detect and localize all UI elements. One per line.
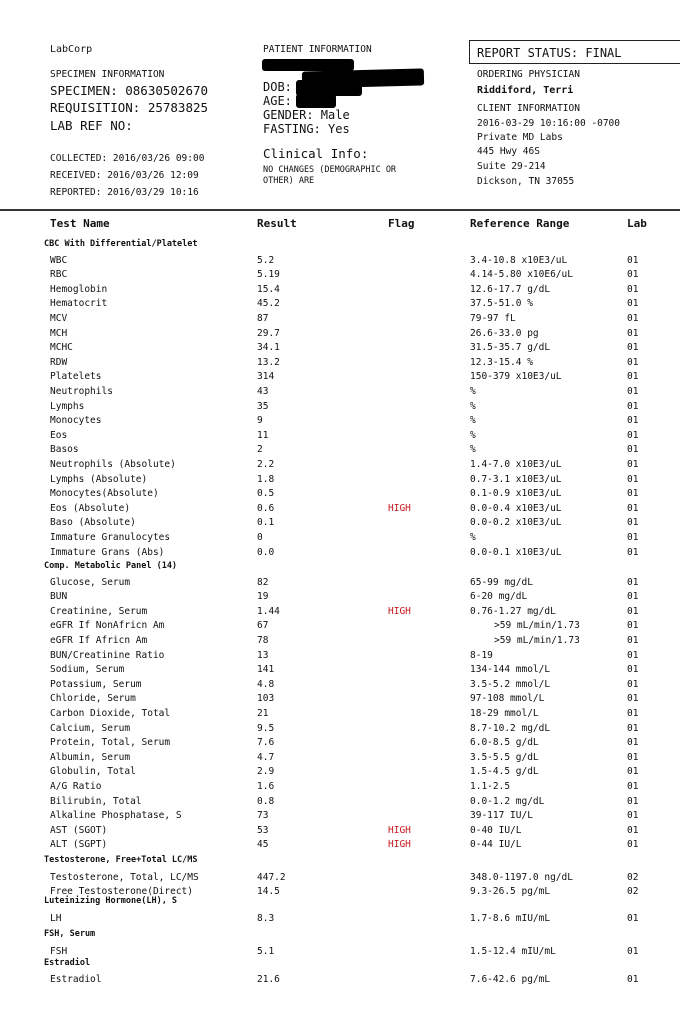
lab-cell: 01 [627, 356, 639, 368]
table-row [0, 546, 680, 560]
result-cell: 45.2 [257, 298, 280, 310]
report-status-box: REPORT STATUS: FINAL [469, 40, 680, 64]
table-row [0, 400, 680, 414]
table-row [0, 736, 680, 750]
patient-name-redaction [262, 59, 354, 71]
result-cell: 13.2 [257, 356, 280, 368]
test-name-cell: Potassium, Serum [50, 678, 142, 690]
table-row [0, 634, 680, 648]
table-row [0, 973, 680, 987]
lab-cell: 01 [627, 913, 639, 924]
client-name: Private MD Labs [477, 132, 563, 143]
result-cell: 1.44 [257, 605, 280, 617]
lab-cell: 01 [627, 254, 639, 266]
result-cell: 447.2 [257, 871, 286, 883]
test-name-cell: Sodium, Serum [50, 664, 125, 676]
clinical-note-line-2: OTHER) ARE [263, 176, 315, 186]
lab-cell: 02 [627, 886, 639, 898]
table-row [0, 458, 680, 472]
lab-ref-number: LAB REF NO: [50, 118, 133, 133]
result-cell: 9 [257, 415, 263, 427]
table-row [0, 385, 680, 399]
age-redaction [296, 94, 336, 108]
result-cell: 314 [257, 371, 275, 383]
table-row [0, 619, 680, 633]
test-name-cell: Platelets [50, 371, 102, 383]
clinical-info-label: Clinical Info: [263, 146, 369, 161]
result-cell: 14.5 [257, 886, 280, 898]
reference-range-cell: 7.6-42.6 pg/mL [470, 973, 551, 985]
reference-range-cell: 37.5-51.0 % [470, 298, 533, 310]
lab-cell: 01 [627, 649, 639, 661]
lab-cell: 01 [627, 429, 639, 441]
table-row [0, 780, 680, 794]
test-name-cell: Immature Granulocytes [50, 531, 171, 543]
reference-range-cell: 26.6-33.0 pg [470, 327, 539, 339]
test-name-cell: Eos (Absolute) [50, 502, 131, 514]
test-name-cell: Baso (Absolute) [50, 517, 136, 529]
table-row [0, 809, 680, 823]
test-name-cell: RBC [50, 269, 68, 281]
lab-cell: 01 [627, 795, 639, 807]
test-name-cell: Monocytes [50, 415, 102, 427]
reference-range-cell: 1.7-8.6 mIU/mL [470, 913, 551, 924]
table-row [0, 678, 680, 692]
test-name-cell: Lymphs [50, 400, 85, 412]
gender: GENDER: Male [263, 108, 350, 122]
test-name-cell: MCHC [50, 342, 73, 354]
table-row [0, 692, 680, 706]
table-row [0, 268, 680, 282]
result-cell: 73 [257, 810, 269, 822]
table-row [0, 765, 680, 779]
test-name-cell: ALT (SGPT) [50, 839, 108, 851]
lab-cell: 01 [627, 531, 639, 543]
test-name-cell: MCH [50, 327, 68, 339]
result-cell: 2.9 [257, 766, 275, 778]
reference-range-cell: % [470, 429, 476, 441]
lab-cell: 01 [627, 839, 639, 851]
result-cell: 13 [257, 649, 269, 661]
test-name-cell: Globulin, Total [50, 766, 136, 778]
fasting: FASTING: Yes [263, 122, 350, 136]
reference-range-cell: 348.0-1197.0 ng/dL [470, 871, 573, 883]
lab-cell: 01 [627, 664, 639, 676]
result-cell: 19 [257, 591, 269, 603]
lab-cell: 01 [627, 707, 639, 719]
reference-range-cell: 1.4-7.0 x10E3/uL [470, 458, 562, 470]
result-cell: 0.5 [257, 488, 275, 500]
specimen-info-label: SPECIMEN INFORMATION [50, 69, 165, 80]
reference-range-cell: 65-99 mg/dL [470, 576, 533, 588]
lab-cell: 01 [627, 620, 639, 632]
test-name-cell: Bilirubin, Total [50, 795, 142, 807]
lab-cell: 01 [627, 634, 639, 646]
flag-cell: HIGH [388, 824, 411, 836]
result-cell: 4.8 [257, 678, 275, 690]
result-cell: 2 [257, 444, 263, 456]
lab-cell: 01 [627, 780, 639, 792]
test-name-cell: BUN/Creatinine Ratio [50, 649, 165, 661]
table-row [0, 254, 680, 268]
lab-cell: 01 [627, 678, 639, 690]
result-cell: 78 [257, 634, 269, 646]
result-cell: 82 [257, 576, 269, 588]
reference-range-cell: >59 mL/min/1.73 [494, 634, 580, 646]
result-cell: 0 [257, 531, 263, 543]
ordering-physician-label: ORDERING PHYSICIAN [477, 69, 580, 80]
table-row [0, 473, 680, 487]
table-row [0, 945, 680, 959]
test-name-cell: Creatinine, Serum [50, 605, 148, 617]
lab-cell: 01 [627, 342, 639, 354]
reference-range-cell: 134-144 mmol/L [470, 664, 551, 676]
physician-name: Riddiford, Terri [477, 85, 574, 96]
test-name-cell: Neutrophils [50, 385, 113, 397]
test-name-cell: eGFR If Africn Am [50, 634, 148, 646]
result-cell: 35 [257, 400, 269, 412]
reference-range-cell: 1.1-2.5 [470, 780, 511, 792]
lab-cell: 01 [627, 605, 639, 617]
test-name-cell: Lymphs (Absolute) [50, 473, 148, 485]
reference-range-cell: 12.3-15.4 % [470, 356, 533, 368]
patient-info-label: PATIENT INFORMATION [263, 44, 372, 55]
lab-cell: 01 [627, 693, 639, 705]
section-title: FSH, Serum [44, 929, 96, 939]
test-name-cell: Basos [50, 444, 79, 456]
lab-cell: 01 [627, 576, 639, 588]
result-cell: 15.4 [257, 283, 280, 295]
lab-cell: 01 [627, 810, 639, 822]
result-cell: 9.5 [257, 722, 275, 734]
test-name-cell: AST (SGOT) [50, 824, 108, 836]
lab-cell: 02 [627, 871, 639, 883]
reference-range-cell: % [470, 385, 476, 397]
result-cell: 0.6 [257, 502, 275, 514]
table-row [0, 502, 680, 516]
table-row [0, 576, 680, 590]
result-cell: 4.7 [257, 751, 275, 763]
test-name-cell: Protein, Total, Serum [50, 737, 171, 749]
table-row [0, 516, 680, 530]
reference-range-cell: 0.76-1.27 mg/dL [470, 605, 556, 617]
result-cell: 29.7 [257, 327, 280, 339]
test-name-cell: MCV [50, 312, 68, 324]
client-info-label: CLIENT INFORMATION [477, 103, 580, 114]
test-name-cell: Carbon Dioxide, Total [50, 707, 171, 719]
lab-cell: 01 [627, 751, 639, 763]
reference-range-cell: 9.3-26.5 pg/mL [470, 886, 551, 898]
header-divider [0, 209, 680, 211]
reference-range-cell: 3.5-5.5 g/dL [470, 751, 539, 763]
test-name-cell: A/G Ratio [50, 780, 102, 792]
reference-range-cell: 8-19 [470, 649, 493, 661]
column-header-test-name: Test Name [50, 217, 110, 230]
test-name-cell: Monocytes(Absolute) [50, 488, 159, 500]
reference-range-cell: 0.7-3.1 x10E3/uL [470, 473, 562, 485]
reference-range-cell: 0.1-0.9 x10E3/uL [470, 488, 562, 500]
table-row [0, 341, 680, 355]
reference-range-cell: 4.14-5.80 x10E6/uL [470, 269, 573, 281]
result-cell: 7.6 [257, 737, 275, 749]
result-cell: 2.2 [257, 458, 275, 470]
result-cell: 53 [257, 824, 269, 836]
age-label: AGE: [263, 94, 292, 108]
reference-range-cell: 79-97 fL [470, 312, 516, 324]
table-row [0, 414, 680, 428]
client-address-line-1: 445 Hwy 46S [477, 146, 540, 157]
reference-range-cell: 0.0-1.2 mg/dL [470, 795, 545, 807]
result-cell: 21 [257, 707, 269, 719]
reference-range-cell: 0.0-0.2 x10E3/uL [470, 517, 562, 529]
reference-range-cell: 150-379 x10E3/uL [470, 371, 562, 383]
reference-range-cell: % [470, 400, 476, 412]
result-cell: 34.1 [257, 342, 280, 354]
reported-date: REPORTED: 2016/03/29 10:16 [50, 187, 199, 198]
table-row [0, 824, 680, 838]
result-cell: 0.1 [257, 517, 275, 529]
reference-range-cell: 12.6-17.7 g/dL [470, 283, 551, 295]
collected-date: COLLECTED: 2016/03/26 09:00 [50, 153, 205, 164]
client-datetime: 2016-03-29 10:16:00 -0700 [477, 118, 620, 129]
table-row [0, 590, 680, 604]
lab-name: LabCorp [50, 44, 93, 55]
table-row [0, 649, 680, 663]
table-row [0, 605, 680, 619]
reference-range-cell: >59 mL/min/1.73 [494, 620, 580, 632]
lab-cell: 01 [627, 283, 639, 295]
lab-cell: 01 [627, 546, 639, 558]
reference-range-cell: 0.0-0.4 x10E3/uL [470, 502, 562, 514]
table-row [0, 871, 680, 885]
reference-range-cell: 0.0-0.1 x10E3/uL [470, 546, 562, 558]
result-cell: 87 [257, 312, 269, 324]
requisition-number: REQUISITION: 25783825 [50, 100, 209, 115]
lab-cell: 01 [627, 269, 639, 281]
clinical-note-line-1: NO CHANGES (DEMOGRAPHIC OR [263, 165, 397, 175]
lab-cell: 01 [627, 591, 639, 603]
lab-cell: 01 [627, 298, 639, 310]
flag-cell: HIGH [388, 605, 411, 617]
reference-range-cell: 0-44 IU/L [470, 839, 522, 851]
table-row [0, 283, 680, 297]
table-row [0, 838, 680, 852]
reference-range-cell: % [470, 415, 476, 427]
test-name-cell: eGFR If NonAfricn Am [50, 620, 165, 632]
column-header-reference-range: Reference Range [470, 217, 570, 230]
reference-range-cell: 1.5-4.5 g/dL [470, 766, 539, 778]
table-row [0, 443, 680, 457]
test-name-cell: BUN [50, 591, 68, 603]
table-row [0, 327, 680, 341]
lab-cell: 01 [627, 415, 639, 427]
table-row [0, 795, 680, 809]
lab-cell: 01 [627, 458, 639, 470]
table-row [0, 531, 680, 545]
result-cell: 5.19 [257, 269, 280, 281]
test-name-cell: FSH [50, 946, 68, 957]
flag-cell: HIGH [388, 839, 411, 851]
reference-range-cell: % [470, 444, 476, 456]
reference-range-cell: 1.5-12.4 mIU/mL [470, 946, 556, 957]
result-cell: 5.2 [257, 254, 275, 266]
reference-range-cell: 6.0-8.5 g/dL [470, 737, 539, 749]
table-row [0, 487, 680, 501]
section-title: Comp. Metabolic Panel (14) [44, 561, 178, 571]
lab-cell: 01 [627, 327, 639, 339]
lab-cell: 01 [627, 444, 639, 456]
reference-range-cell: 3.4-10.8 x10E3/uL [470, 254, 568, 266]
lab-cell: 01 [627, 400, 639, 412]
client-address-line-2: Suite 29-214 [477, 161, 546, 172]
test-name-cell: Albumin, Serum [50, 751, 131, 763]
result-cell: 11 [257, 429, 269, 441]
lab-cell: 01 [627, 946, 639, 957]
section-title: Luteinizing Hormone(LH), S [44, 896, 178, 906]
result-cell: 5.1 [257, 946, 275, 957]
result-cell: 67 [257, 620, 269, 632]
lab-cell: 01 [627, 385, 639, 397]
lab-cell: 01 [627, 722, 639, 734]
test-name-cell: Chloride, Serum [50, 693, 136, 705]
test-name-cell: Eos [50, 429, 68, 441]
reference-range-cell: 39-117 IU/L [470, 810, 533, 822]
lab-cell: 01 [627, 312, 639, 324]
table-row [0, 297, 680, 311]
section-title: CBC With Differential/Platelet [44, 239, 198, 249]
reference-range-cell: 18-29 mmol/L [470, 707, 539, 719]
reference-range-cell: 3.5-5.2 mmol/L [470, 678, 551, 690]
lab-cell: 01 [627, 824, 639, 836]
dob-label: DOB: [263, 80, 292, 94]
result-cell: 21.6 [257, 973, 280, 985]
test-name-cell: Testosterone, Total, LC/MS [50, 871, 199, 883]
result-cell: 8.3 [257, 913, 275, 924]
reference-range-cell: 31.5-35.7 g/dL [470, 342, 551, 354]
reference-range-cell: 0-40 IU/L [470, 824, 522, 836]
client-address-line-3: Dickson, TN 37055 [477, 176, 575, 187]
test-name-cell: Hemoglobin [50, 283, 108, 295]
table-row [0, 912, 680, 926]
result-cell: 1.6 [257, 780, 275, 792]
table-row [0, 429, 680, 443]
test-name-cell: Calcium, Serum [50, 722, 131, 734]
result-cell: 0.0 [257, 546, 275, 558]
reference-range-cell: 8.7-10.2 mg/dL [470, 722, 551, 734]
lab-cell: 01 [627, 488, 639, 500]
section-title: Estradiol [44, 958, 91, 968]
test-name-cell: Neutrophils (Absolute) [50, 458, 176, 470]
reference-range-cell: 97-108 mmol/L [470, 693, 545, 705]
test-name-cell: WBC [50, 254, 68, 266]
section-title: Testosterone, Free+Total LC/MS [44, 855, 198, 865]
result-cell: 43 [257, 385, 269, 397]
test-name-cell: Immature Grans (Abs) [50, 546, 165, 558]
column-header-lab: Lab [627, 217, 647, 230]
result-cell: 141 [257, 664, 275, 676]
column-header-flag: Flag [388, 217, 415, 230]
lab-cell: 01 [627, 517, 639, 529]
table-row [0, 356, 680, 370]
table-row [0, 370, 680, 384]
result-cell: 0.8 [257, 795, 275, 807]
test-name-cell: Hematocrit [50, 298, 108, 310]
test-name-cell: Estradiol [50, 973, 102, 985]
table-row [0, 707, 680, 721]
result-cell: 1.8 [257, 473, 275, 485]
lab-cell: 01 [627, 766, 639, 778]
lab-cell: 01 [627, 371, 639, 383]
lab-cell: 01 [627, 973, 639, 985]
reference-range-cell: % [470, 531, 476, 543]
test-name-cell: Glucose, Serum [50, 576, 131, 588]
result-cell: 45 [257, 839, 269, 851]
table-row [0, 751, 680, 765]
test-name-cell: Alkaline Phosphatase, S [50, 810, 182, 822]
reference-range-cell: 6-20 mg/dL [470, 591, 528, 603]
table-row [0, 312, 680, 326]
test-name-cell: RDW [50, 356, 68, 368]
lab-cell: 01 [627, 502, 639, 514]
received-date: RECEIVED: 2016/03/26 12:09 [50, 170, 199, 181]
lab-cell: 01 [627, 473, 639, 485]
flag-cell: HIGH [388, 502, 411, 514]
specimen-number: SPECIMEN: 08630502670 [50, 83, 209, 98]
column-header-result: Result [257, 217, 297, 230]
table-row [0, 663, 680, 677]
lab-cell: 01 [627, 737, 639, 749]
test-name-cell: LH [50, 913, 62, 924]
test-name-cell: Free Testosterone(Direct) [50, 886, 193, 898]
result-cell: 103 [257, 693, 275, 705]
table-row [0, 722, 680, 736]
